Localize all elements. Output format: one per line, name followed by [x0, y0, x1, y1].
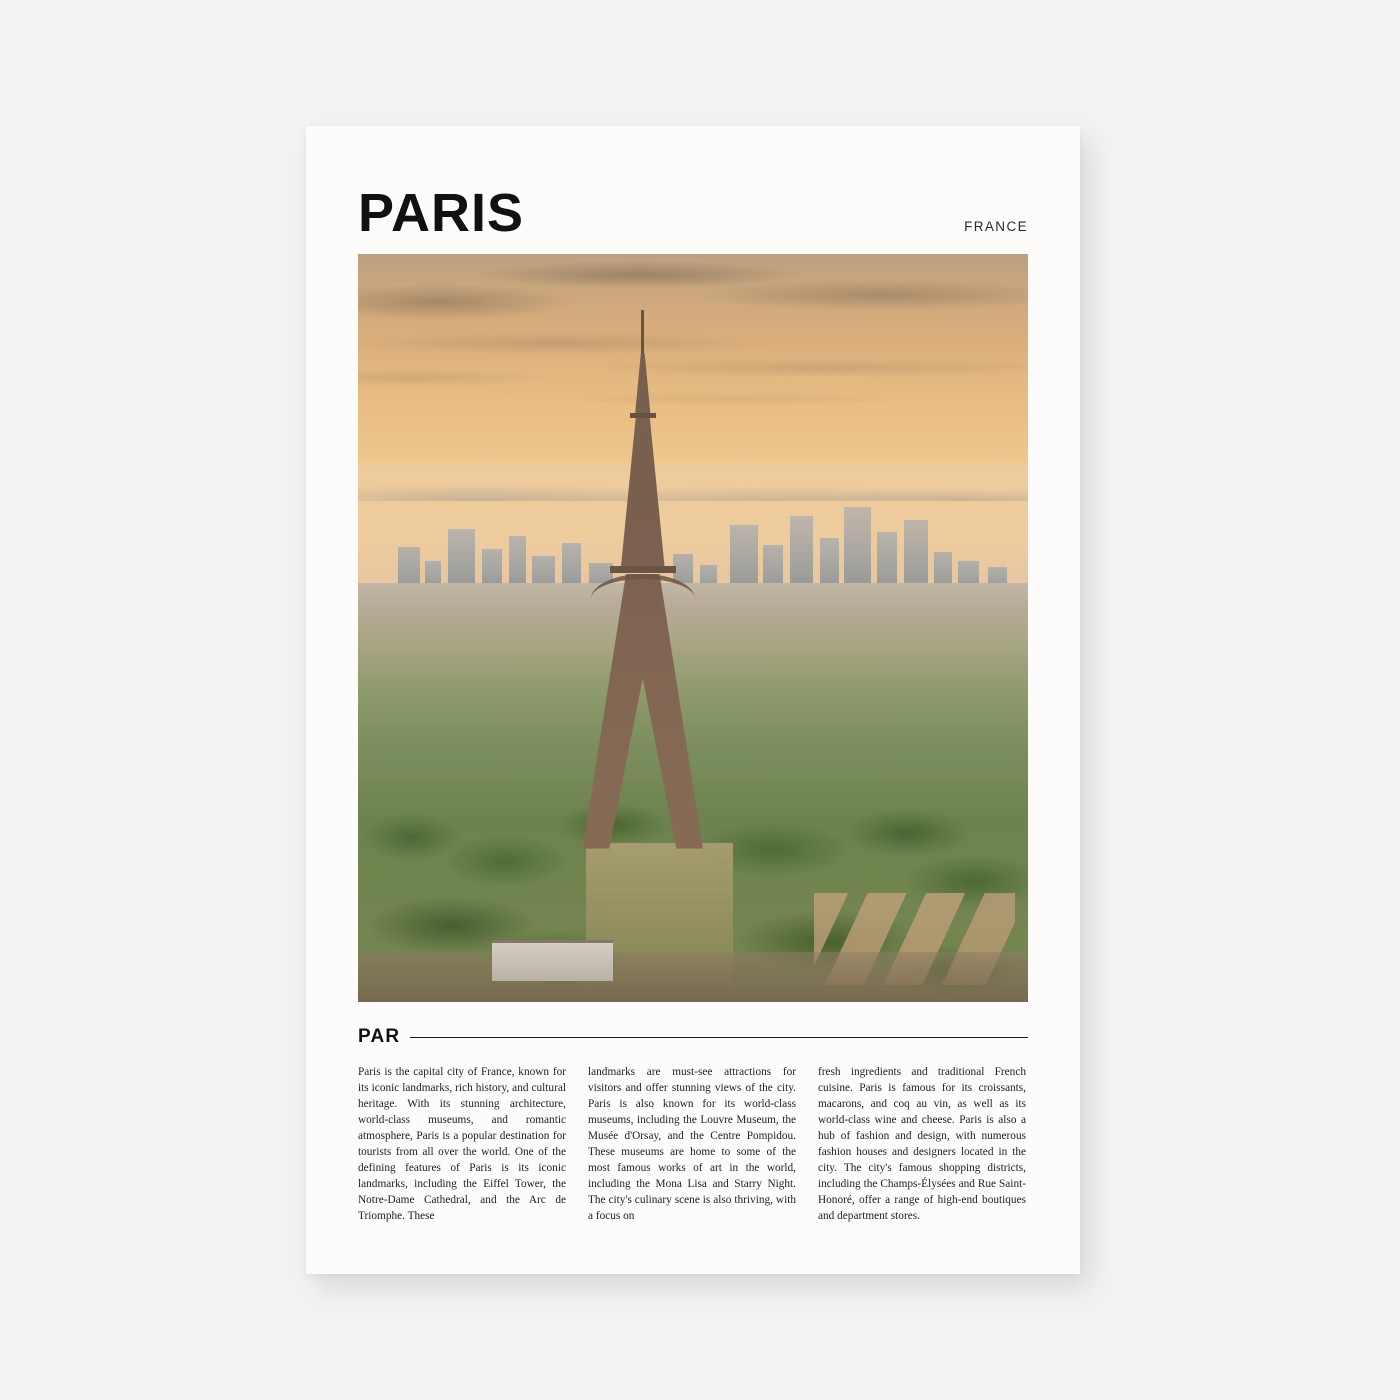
eiffel-tower-icon	[583, 310, 703, 849]
text-column	[818, 1064, 1026, 1224]
hero-photo	[358, 254, 1028, 1002]
page-title: PARIS	[358, 183, 525, 243]
caption-label: PAR	[358, 1026, 401, 1047]
body-text-columns	[358, 1064, 1028, 1224]
poster-header	[358, 183, 1028, 243]
poster-sheet	[306, 126, 1080, 1274]
ecole-militaire-building	[492, 940, 613, 981]
country-label: FRANCE	[964, 219, 1028, 234]
caption-rule-row	[358, 1026, 1028, 1048]
text-column	[588, 1064, 796, 1224]
foreground-boulevard	[358, 952, 1028, 1002]
column-paragraph: landmarks are must-see attractions for visitors and offer stunning views of the city. Paris is also known for its world-class museums, including the Louvre Museum, the Musée d'Orsay, and the Centre Pompidou. These museums are home to some of the most famous works of art in the world, including the Mona Lisa and Starry Night. The city's culinary scene is also thriving, with a focus on	[588, 1066, 796, 1223]
column-paragraph: Paris is the capital city of France, known for its iconic landmarks, rich history, and cultural heritage. With its stunning architecture, world-class museums, and romantic atmosphere, Paris is a popular destination for tourists from all over the world. One of the defining features of Paris is its iconic landmarks, including the Eiffel Tower, the Notre-Dame Cathedral, and the Arc de Triomphe. These	[358, 1066, 566, 1223]
column-paragraph: fresh ingredients and traditional French cuisine. Paris is famous for its croissants, macarons, and coq au vin, as well as its world-class wine and cheese. Paris is also a hub of fashion and design, with numerous fashion houses and designers located in the city. The city's famous shopping districts, including the Champs-Élysées and Rue Saint-Honoré, offer a range of high-end boutiques and department stores.	[818, 1066, 1026, 1223]
horizontal-divider	[410, 1037, 1028, 1038]
text-column	[358, 1064, 566, 1224]
